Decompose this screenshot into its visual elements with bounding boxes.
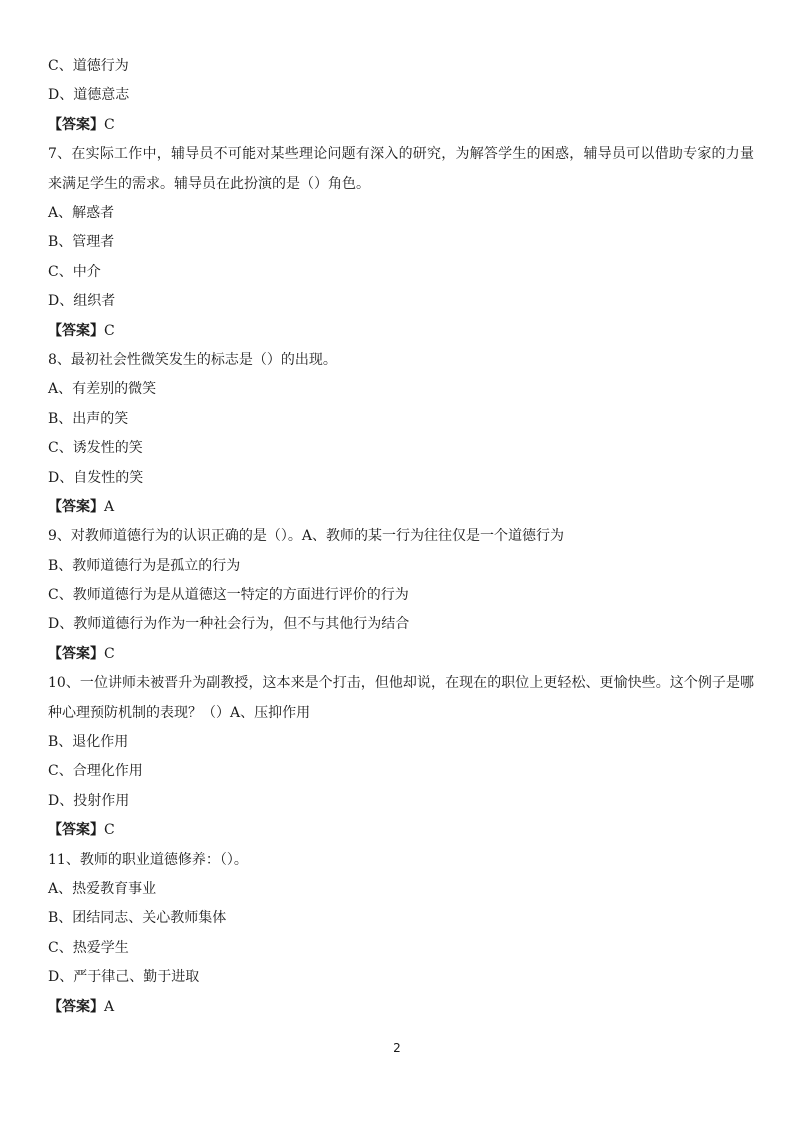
option-item: B、团结同志、关心教师集体 — [48, 910, 227, 927]
option-item: D、投射作用 — [48, 792, 130, 809]
option-item: B、退化作用 — [48, 734, 129, 751]
option-item: D、道德意志 — [48, 87, 130, 104]
option-item: C、热爱学生 — [48, 939, 129, 956]
option-item: C、教师道德行为是从道德这一特定的方面进行评价的行为 — [48, 587, 409, 604]
answer-line — [48, 640, 754, 669]
question-text: 7、在实际工作中，辅导员不可能对某些理论问题有深入的研究，为解答学生的困惑，辅导员可以借助专家的力量来满足学生的需求。辅导员在此扮演的是（）角色。 — [48, 146, 754, 192]
option-item: C、合理化作用 — [48, 763, 143, 780]
answer-value: A — [104, 998, 115, 1015]
option-item: C、诱发性的笑 — [48, 440, 143, 457]
page-number: 2 — [393, 1041, 401, 1055]
answer-line — [48, 317, 754, 346]
answer-label: 【答案】 — [48, 998, 104, 1015]
answer-label: 【答案】 — [48, 498, 104, 515]
question-list — [48, 52, 754, 1022]
answer-line — [48, 816, 754, 845]
answer-line — [48, 111, 754, 140]
option-item: C、中介 — [48, 263, 101, 280]
option-item: C、道德行为 — [48, 58, 129, 74]
question-text: 10、一位讲师未被晋升为副教授，这本来是个打击，但他却说，在现在的职位上更轻松、更愉快些。这个例子是哪种心理预防机制的表现？（）A、压抑作用 — [48, 675, 754, 721]
option-item: A、解惑者 — [48, 204, 115, 221]
answer-label: 【答案】 — [48, 822, 104, 839]
option-item: A、有差别的微笑 — [48, 381, 157, 398]
option-item: A、热爱教育事业 — [48, 881, 157, 898]
option-item: D、组织者 — [48, 293, 116, 310]
answer-label: 【答案】 — [48, 645, 104, 662]
answer-line — [48, 493, 754, 522]
option-item: D、自发性的笑 — [48, 469, 144, 486]
answer-label: 【答案】 — [48, 322, 104, 339]
answer-label: 【答案】 — [48, 116, 104, 133]
answer-value: C — [104, 822, 115, 839]
answer-value: A — [104, 498, 115, 515]
answer-value: C — [104, 645, 115, 662]
option-item: B、管理者 — [48, 234, 115, 251]
option-item: B、教师道德行为是孤立的行为 — [48, 557, 241, 574]
question-text: 8、最初社会性微笑发生的标志是（）的出现。 — [48, 351, 337, 368]
question-text: 9、对教师道德行为的认识正确的是（）。A、教师的某一行为往往仅是一个道德行为 — [48, 528, 565, 545]
answer-value: C — [104, 116, 115, 133]
answer-line — [48, 993, 754, 1022]
option-item: B、出声的笑 — [48, 410, 129, 427]
option-item: D、严于律己、勤于进取 — [48, 969, 200, 986]
question-text: 11、教师的职业道德修养：（）。 — [48, 851, 248, 868]
answer-value: C — [104, 322, 115, 339]
option-item: D、教师道德行为作为一种社会行为，但不与其他行为结合 — [48, 616, 410, 633]
